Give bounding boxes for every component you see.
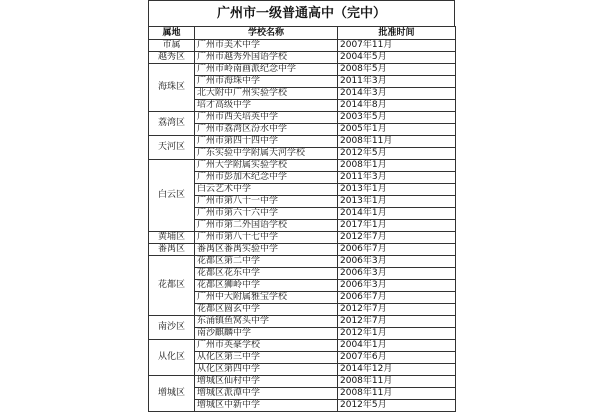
approval-date-cell: 2012年5月 — [338, 148, 456, 160]
approval-date-cell: 2012年1月 — [338, 328, 456, 340]
table-row — [149, 328, 456, 340]
table-row — [149, 280, 456, 292]
header-row — [149, 27, 456, 40]
school-name-cell: 广州市海珠中学 — [195, 76, 338, 88]
school-name-cell: 花都区狮岭中学 — [195, 280, 338, 292]
approval-date-cell: 2008年5月 — [338, 64, 456, 76]
school-name-cell: 从化区第四中学 — [195, 364, 338, 376]
table-row — [149, 148, 456, 160]
table-row — [149, 304, 456, 316]
school-name-cell: 白云艺术中学 — [195, 184, 338, 196]
approval-date-cell: 2013年1月 — [338, 184, 456, 196]
approval-date-cell: 2014年1月 — [338, 208, 456, 220]
school-name-cell: 培才高级中学 — [195, 100, 338, 112]
table-row — [149, 268, 456, 280]
table-row — [149, 340, 456, 352]
date-header: 批准时间 — [338, 27, 456, 40]
table-row — [149, 400, 456, 412]
table-row — [149, 376, 456, 388]
district-header: 属地 — [149, 27, 195, 40]
approval-date-cell: 2004年1月 — [338, 340, 456, 352]
table-row — [149, 388, 456, 400]
school-name-cell: 广州市第六十六中学 — [195, 208, 338, 220]
school-list-sheet — [148, 0, 455, 410]
school-name-cell: 广州市越秀外国语学校 — [195, 52, 338, 64]
table-row — [149, 88, 456, 100]
table-row — [149, 64, 456, 76]
table-row — [149, 352, 456, 364]
table-row — [149, 196, 456, 208]
district-cell: 荔湾区 — [149, 112, 195, 136]
school-name-cell: 北大附中广州实验学校 — [195, 88, 338, 100]
district-cell: 黄埔区 — [149, 232, 195, 244]
approval-date-cell: 2005年1月 — [338, 124, 456, 136]
approval-date-cell: 2006年3月 — [338, 256, 456, 268]
approval-date-cell: 2011年3月 — [338, 76, 456, 88]
approval-date-cell: 2008年11月 — [338, 388, 456, 400]
approval-date-cell: 2013年1月 — [338, 196, 456, 208]
approval-date-cell: 2006年3月 — [338, 280, 456, 292]
district-cell: 从化区 — [149, 340, 195, 376]
approval-date-cell: 2008年11月 — [338, 136, 456, 148]
school-name-cell: 广州中大附属雅宝学校 — [195, 292, 338, 304]
school-header: 学校名称 — [195, 27, 338, 40]
school-name-cell: 广州市第八十一中学 — [195, 196, 338, 208]
district-cell: 番禺区 — [149, 244, 195, 256]
district-cell: 市属 — [149, 40, 195, 52]
school-name-cell: 南沙麒麟中学 — [195, 328, 338, 340]
table-row — [149, 316, 456, 328]
table-row — [149, 52, 456, 64]
school-name-cell: 花都区花东中学 — [195, 268, 338, 280]
table-row — [149, 364, 456, 376]
approval-date-cell: 2011年3月 — [338, 172, 456, 184]
district-cell: 花都区 — [149, 256, 195, 316]
table-row — [149, 124, 456, 136]
school-name-cell: 广州市彭加木纪念中学 — [195, 172, 338, 184]
school-name-cell: 广州市西关培英中学 — [195, 112, 338, 124]
school-name-cell: 广州市第四十四中学 — [195, 136, 338, 148]
table-row — [149, 160, 456, 172]
approval-date-cell: 2006年7月 — [338, 244, 456, 256]
district-cell: 天河区 — [149, 136, 195, 160]
approval-date-cell: 2008年1月 — [338, 160, 456, 172]
table-row — [149, 100, 456, 112]
table-row — [149, 184, 456, 196]
approval-date-cell: 2012年7月 — [338, 316, 456, 328]
table-row — [149, 256, 456, 268]
school-name-cell: 东涌镇鱼窝头中学 — [195, 316, 338, 328]
table-row — [149, 76, 456, 88]
approval-date-cell: 2014年12月 — [338, 364, 456, 376]
approval-date-cell: 2014年3月 — [338, 88, 456, 100]
school-name-cell: 广州市第二外国语学校 — [195, 220, 338, 232]
approval-date-cell: 2003年5月 — [338, 112, 456, 124]
school-name-cell: 增城区中新中学 — [195, 400, 338, 412]
school-name-cell: 从化区第三中学 — [195, 352, 338, 364]
school-name-cell: 广州大学附属实验学校 — [195, 160, 338, 172]
approval-date-cell: 2007年6月 — [338, 352, 456, 364]
approval-date-cell: 2012年7月 — [338, 304, 456, 316]
school-name-cell: 广州市荔湾区汾水中学 — [195, 124, 338, 136]
school-name-cell: 增城区派潭中学 — [195, 388, 338, 400]
school-name-cell: 花都区圆玄中学 — [195, 304, 338, 316]
table-row — [149, 220, 456, 232]
school-name-cell: 广东实验中学附属天河学校 — [195, 148, 338, 160]
approval-date-cell: 2007年11月 — [338, 40, 456, 52]
district-cell: 南沙区 — [149, 316, 195, 340]
table-row — [149, 208, 456, 220]
district-cell: 白云区 — [149, 160, 195, 232]
school-name-cell: 增城区仙村中学 — [195, 376, 338, 388]
approval-date-cell: 2012年5月 — [338, 400, 456, 412]
school-name-cell: 番禺区番禺实验中学 — [195, 244, 338, 256]
approval-date-cell: 2014年8月 — [338, 100, 456, 112]
table-row — [149, 40, 456, 52]
approval-date-cell: 2017年1月 — [338, 220, 456, 232]
district-cell: 海珠区 — [149, 64, 195, 112]
school-name-cell: 广州市美术中学 — [195, 40, 338, 52]
approval-date-cell: 2008年11月 — [338, 376, 456, 388]
table-row — [149, 232, 456, 244]
table-row — [149, 292, 456, 304]
school-name-cell: 广州市英豪学校 — [195, 340, 338, 352]
table-title: 广州市一级普通高中（完中） — [148, 0, 455, 26]
district-cell: 越秀区 — [149, 52, 195, 64]
approval-date-cell: 2004年5月 — [338, 52, 456, 64]
school-name-cell: 花都区第二中学 — [195, 256, 338, 268]
approval-date-cell: 2006年3月 — [338, 268, 456, 280]
school-table — [148, 26, 456, 412]
district-cell: 增城区 — [149, 376, 195, 412]
table-row — [149, 136, 456, 148]
table-row — [149, 172, 456, 184]
school-name-cell: 广州市第八十七中学 — [195, 232, 338, 244]
table-body — [149, 40, 456, 412]
approval-date-cell: 2006年7月 — [338, 292, 456, 304]
approval-date-cell: 2012年7月 — [338, 232, 456, 244]
school-name-cell: 广州市岭南画派纪念中学 — [195, 64, 338, 76]
table-row — [149, 244, 456, 256]
table-row — [149, 112, 456, 124]
